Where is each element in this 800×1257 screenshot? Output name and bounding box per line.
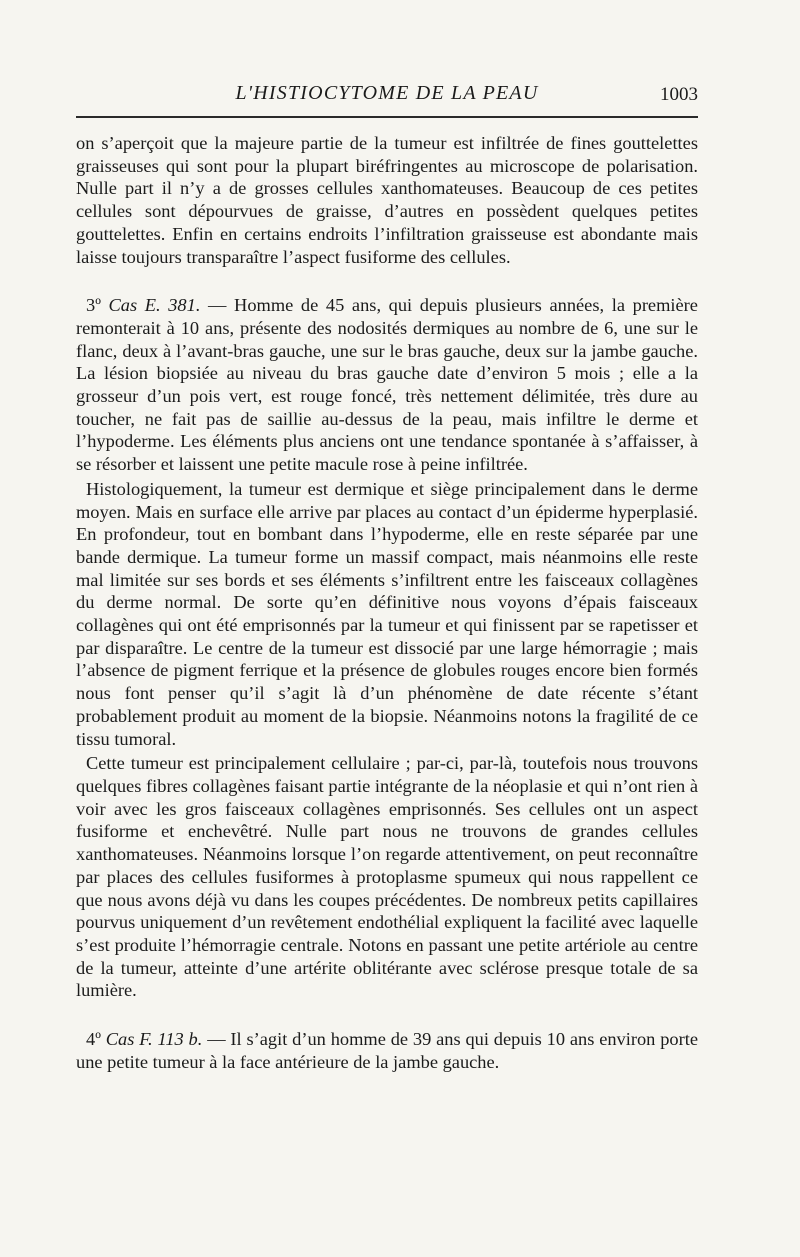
case-4-number: 4º bbox=[86, 1029, 101, 1050]
case-4-label: Cas F. 113 b. bbox=[105, 1029, 203, 1050]
document-page bbox=[76, 82, 698, 1073]
case-3-paragraph bbox=[76, 294, 698, 476]
paragraph-cellular: Cette tumeur est principalement cellulaire ; par-ci, par-là, toutefois nous trouvons quelques fibres collagènes faisant partie intégrante de la néoplasie et qui n’ont rien à voir avec les gros faisceaux collagènes emprisonnés. Ses cellules ont un aspect fusiforme et enchevêtré. Nulle part nous ne trouvons de grandes cellules xanthomateuses. Néanmoins lorsque l’on regarde attentivement, on peut reconnaître par places des cellules fusiformes à protoplasme spumeux qui nous rappellent ce que nous avons déjà vu dans les coupes précédentes. De nombreux petits capillaires pourvus uniquement d’un revêtement endothélial expliquent la facilité avec laquelle s’est produite l’hémorragie centrale. Notons en passant une petite artériole au centre de la tumeur, atteinte d’une artérite oblitérante avec sclérose presque totale de sa lumière. bbox=[76, 753, 698, 1001]
case-4-text: — Il s’agit d’un homme de 39 ans qui depuis 10 ans environ porte une petite tumeur à la face antérieure de la jambe gauche. bbox=[76, 1029, 698, 1072]
case-3-number: 3º bbox=[86, 295, 101, 316]
case-3-text: — Homme de 45 ans, qui depuis plusieurs années, la première remonterait à 10 ans, présente des nodosités dermiques au nombre de 6, une sur le flanc, deux à l’avant-bras gauche, une sur le bras gauche, deux sur la jambe gauche. La lésion biopsiée au niveau du bras gauche date d’environ 5 mois ; elle a la grosseur d’un pois vert, est rouge foncé, très nettement délimitée, très dure au toucher, ne fait pas de saillie au-dessus de la peau, mais infiltre le derme et l’hypoderme. Les éléments plus anciens ont une tendance spontanée à s’affaisser, à se résorber et laissent une petite macule rose à peine infiltrée. bbox=[76, 295, 698, 475]
paragraph-histology: Histologiquement, la tumeur est dermique et siège principalement dans le derme moyen. Mais en surface elle arrive par places au contact d’un épiderme hyperplasié. En profondeur, tout en bombant dans l’hypoderme, elle en reste séparée par une bande dermique. La tumeur forme un massif compact, mais néanmoins elle reste mal limitée sur ses bords et ses éléments s’infiltrent entre les faisceaux collagènes du derme normal. De sorte qu’en définitive nous voyons d’épais faisceaux collagènes qui ont été emprisonnés par la tumeur et qui finissent par se rapetisser et par disparaître. Le centre de la tumeur est dissocié par une large hémorragie ; mais l’absence de pigment ferrique et la présence de globules rouges encore bien formés nous font penser qu’il s’agit là d’un phénomène de date récente s’étant probablement produit au moment de la biopsie. Néanmoins notons la fragilité de ce tissu tumoral. bbox=[76, 478, 698, 749]
running-header bbox=[76, 82, 698, 112]
case-3-label: Cas E. 381. bbox=[108, 295, 201, 316]
running-title: L'HISTIOCYTOME DE LA PEAU bbox=[235, 82, 539, 104]
paragraph-intro: on s’aperçoit que la majeure partie de la tumeur est infiltrée de fines gouttelettes graisseuses qui sont pour la plupart biréfringentes au microscope de polarisation. Nulle part il n’y a de grosses cellules xanthomateuses. Beaucoup de ces petites cellules sont dépourvues de graisse, d’autres en possèdent quelques petites gouttelettes. Enfin en certains endroits l’infiltration graisseuse est abondante mais laisse toujours transparaître l’aspect fusiforme des cellules. bbox=[76, 133, 698, 267]
page-number: 1003 bbox=[660, 84, 698, 105]
case-4-paragraph bbox=[76, 1028, 698, 1073]
header-rule bbox=[76, 116, 698, 118]
